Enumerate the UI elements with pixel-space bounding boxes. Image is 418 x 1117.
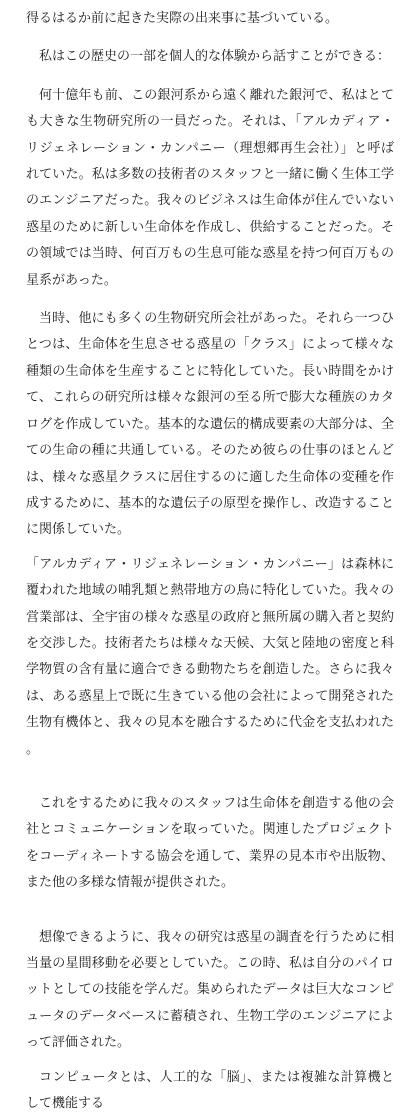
- paragraph-forest-mammals: 「アルカディア・リジェネレーション・カンパニー」は森林に覆われた地域の哺乳類と熱帯地方の鳥に特化していた。我々の営業部は、全宇宙の様々な惑星の政府と無所属の購入者と契約を交渉した。技術者たちは様々な天候、大気と陸地の密度と科学物質の含有量に適合できる動物たちを創造した。さらに我々は、ある惑星上で既に生きている他の会社によって開発された生物有機体と、我々の見本を融合するために代金を支払われた。: [26, 556, 394, 757]
- paragraph-bio-labs: 当時、他にも多くの生物研究所会社があった。それら一つひとつは、生命体を生息させる惑星の「クラス」によって様々な種類の生命体を生産することに特化していた。長い時間をかけて、これらの研究所は様々な銀河の至る所で膨大な種族のカタログを作成していた。基本的な遺伝的構成要素の大部分は、全ての生命の種に共通している。そのため彼らの仕事のほとんどは、様々な惑星クラスに居住するのに適した生命体の変種を作成するために、基本的な遺伝子の原型を操作し、改造することに関係していた。: [26, 311, 394, 538]
- paragraph-arcadia: 何十億年も前、この銀河系から遠く離れた銀河で、私はとても大きな生物研究所の一員だった。それは、「アルカディア・リジェネレーション・カンパニー（理想郷再生会社）」と呼ばれていた。私は多数の技術者のスタッフと一緒に働く生体工学のエンジニアだった。我々のビジネスは生命体が住んでいない惑星のために新しい生命体を作成し、供給することだった。その領域では当時、何百万もの生息可能な惑星を持つ何百万もの星系があった。: [26, 87, 394, 288]
- paragraph-intro: 私はこの歴史の一部を個人的な体験から話すことができる：: [39, 49, 391, 65]
- paragraph-communication: これをするために我々のスタッフは生命体を創造する他の会社とコミュニケーションを取っていた。関連したプロジェクトをコーディネートする協会を通して、業界の見本市や出版物、また他の多様な情報が提供された。: [26, 795, 394, 891]
- paragraph-continuation: 得るはるか前に起きた実際の出来事に基づいている。: [26, 11, 339, 26]
- paragraph-interstellar: 想像できるように、我々の研究は惑星の調査を行うために相当量の星間移動を必要としていた。この時、私は自分のパイロットとしての技能を学んだ。集められたデータは巨大なコンピュータのデータベースに蓄積され、生物工学のエンジニアによって評価された。: [26, 929, 394, 1051]
- paragraph-computer: コンピュータとは、人工的な「脳」、または複雑な計算機として機能する: [26, 1069, 394, 1112]
